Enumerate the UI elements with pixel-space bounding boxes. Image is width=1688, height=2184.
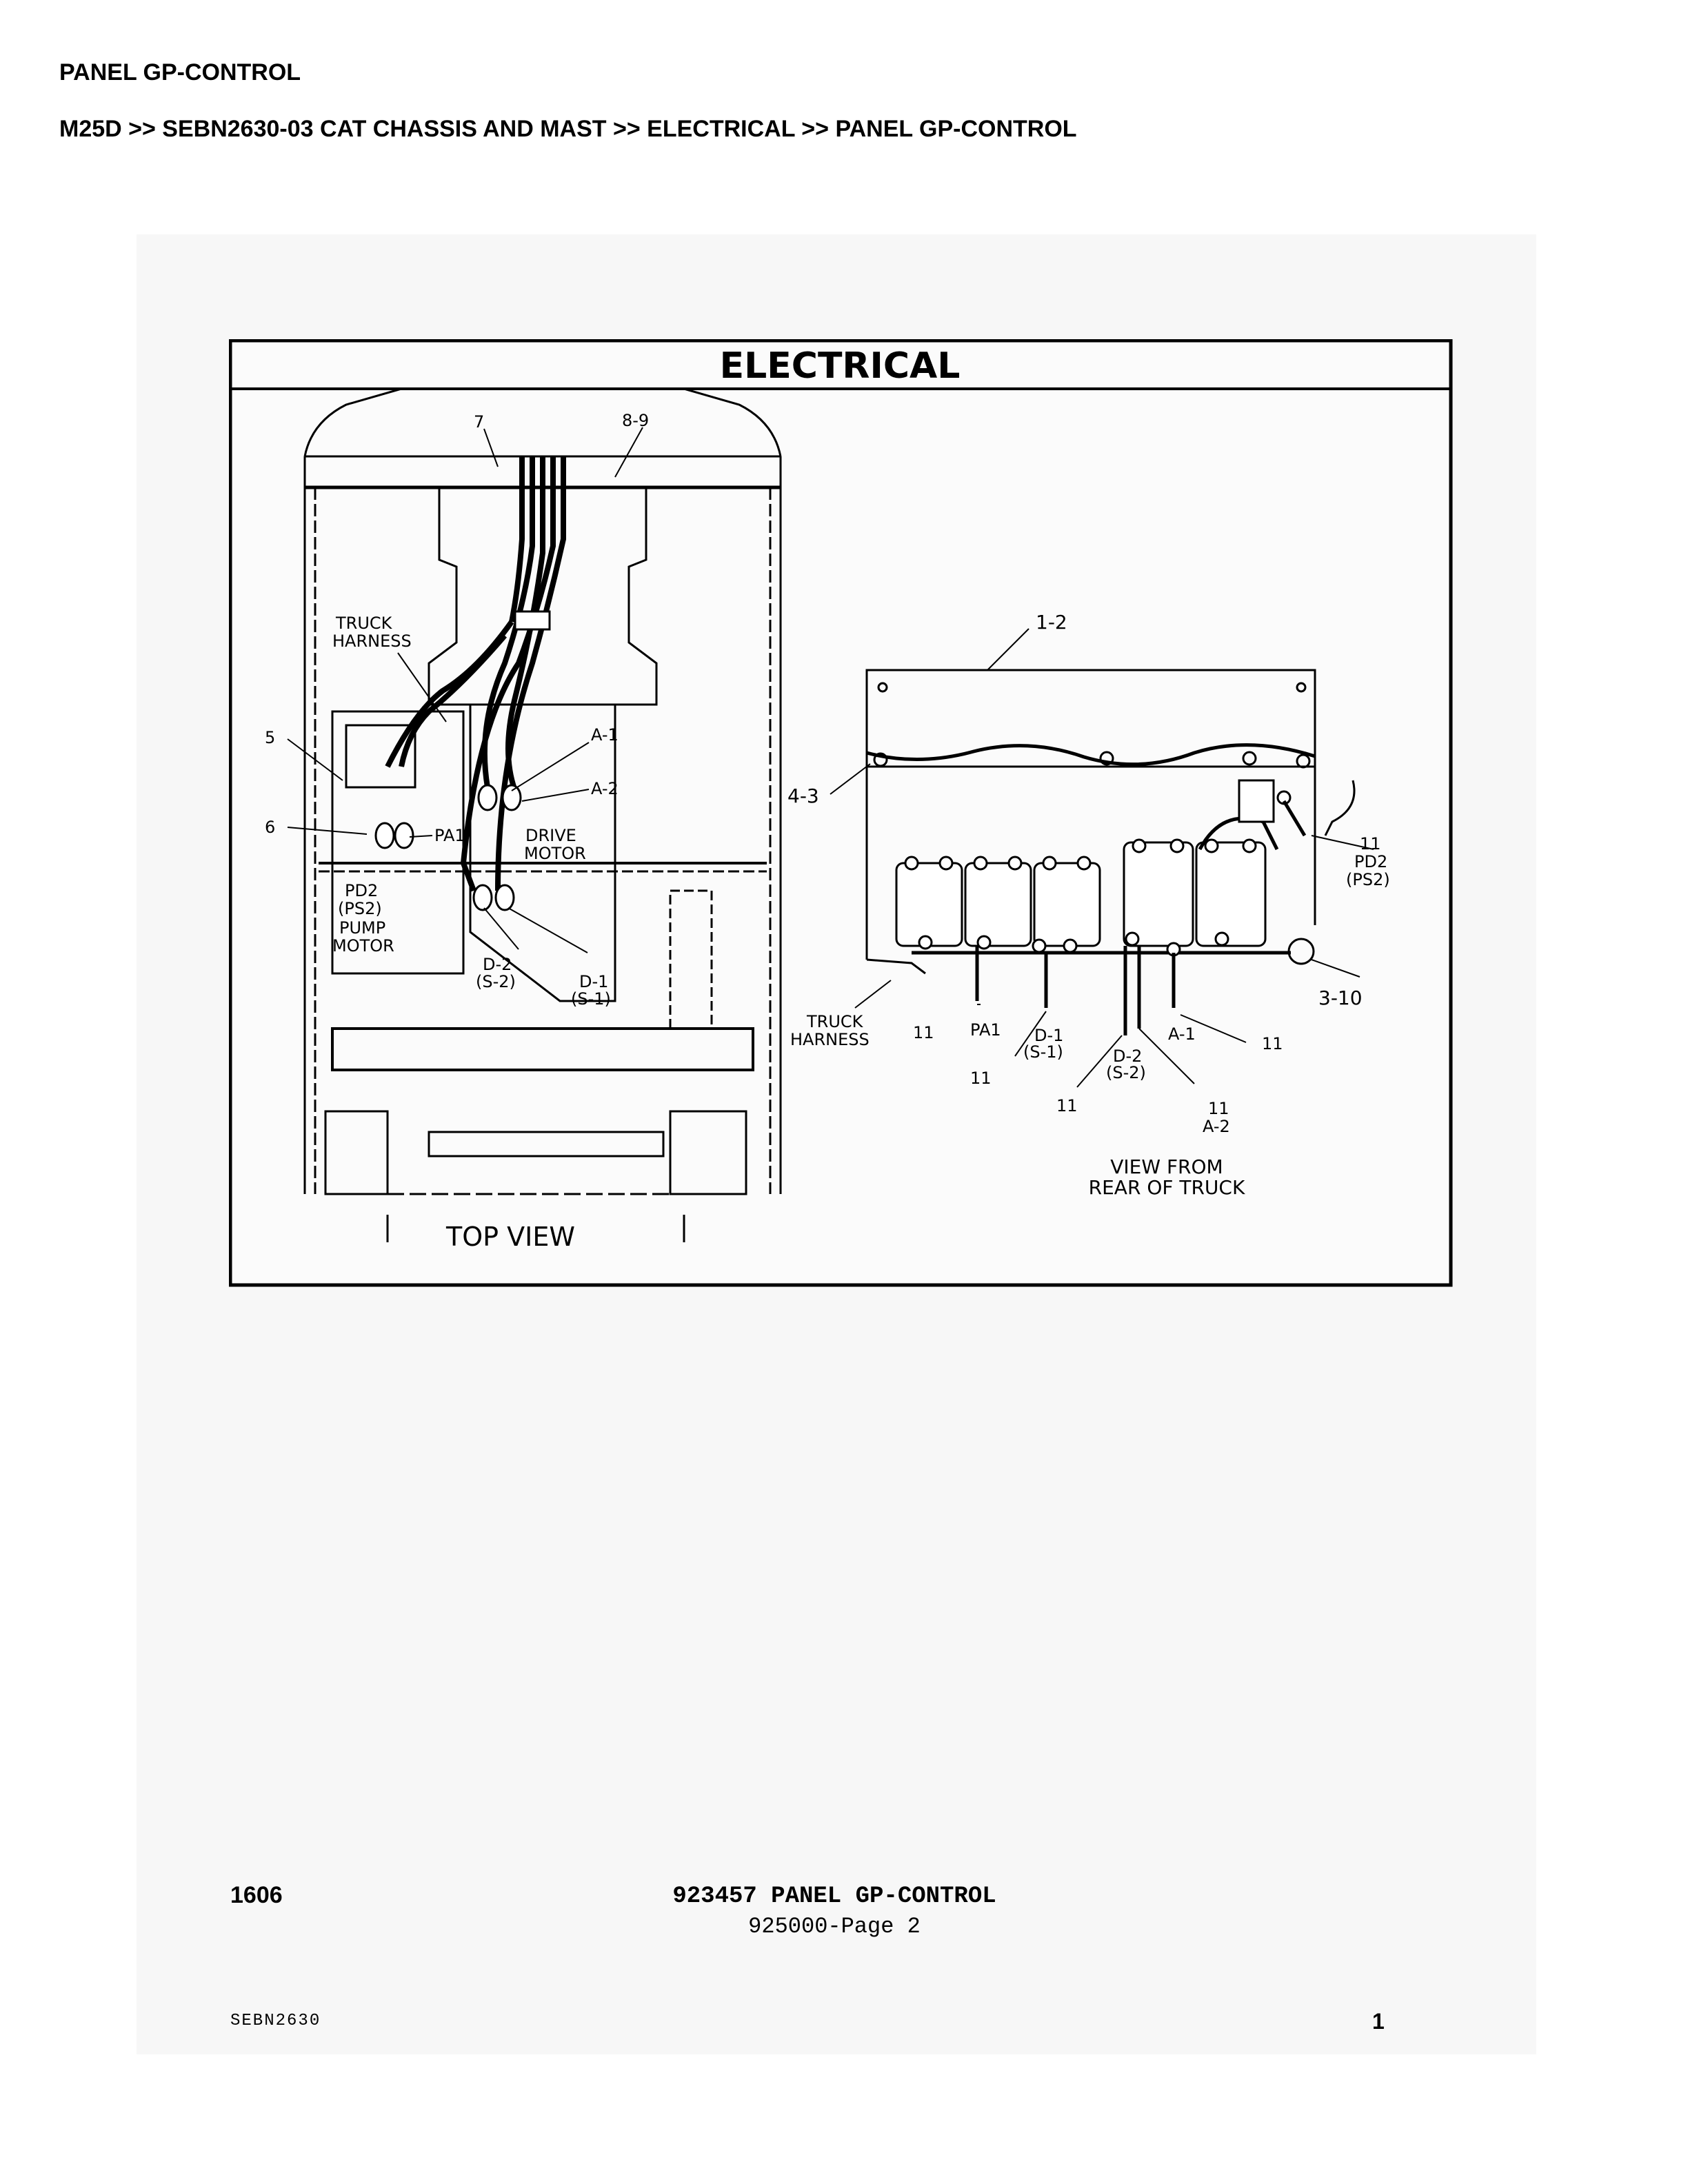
label-a1: A-1 xyxy=(591,725,619,745)
label-pump-motor-2: MOTOR xyxy=(332,936,394,956)
label-a2: A-2 xyxy=(591,779,619,798)
callout-6: 6 xyxy=(265,818,276,837)
top-view-caption: TOP VIEW xyxy=(446,1222,575,1252)
page-id-left: 1606 xyxy=(230,1882,283,1908)
label-rear-a1: A-1 xyxy=(1168,1024,1196,1044)
callout-7: 7 xyxy=(474,412,485,432)
part-title: 923457 PANEL GP-CONTROL xyxy=(672,1883,996,1910)
label-rear-ps2: (PS2) xyxy=(1346,870,1390,889)
callout-11-a: 11 xyxy=(1360,834,1381,853)
label-pump-motor: PUMP xyxy=(339,918,386,938)
page-title: PANEL GP-CONTROL xyxy=(59,59,301,85)
callout-11-c: 11 xyxy=(970,1069,992,1088)
label-rear-d2: D-2 xyxy=(1113,1046,1143,1066)
label-pa1: PA1 xyxy=(434,826,465,845)
label-rear-truck-harness: TRUCK xyxy=(807,1012,863,1031)
label-d2: D-2 xyxy=(483,955,512,974)
label-rear-truck-harness-2: HARNESS xyxy=(790,1030,870,1049)
callout-1-2: 1-2 xyxy=(1036,611,1067,634)
page-reference: 925000-Page 2 xyxy=(748,1914,921,1939)
label-drive-motor-2: MOTOR xyxy=(524,844,586,863)
diagram-banner: ELECTRICAL xyxy=(719,345,961,387)
callout-8-9: 8-9 xyxy=(622,411,650,430)
rear-view-caption-2: REAR OF TRUCK xyxy=(1088,1176,1245,1199)
cable-clamp xyxy=(515,611,550,629)
callout-11-b: 11 xyxy=(913,1023,934,1042)
callout-11-e: 11 xyxy=(1262,1034,1283,1053)
electrical-diagram xyxy=(229,339,1454,1288)
rear-view-caption: VIEW FROM xyxy=(1110,1155,1223,1178)
label-rear-pa1: PA1 xyxy=(970,1020,1001,1040)
label-pd2: PD2 xyxy=(345,881,379,900)
label-rear-s2: (S-2) xyxy=(1106,1063,1146,1082)
label-d1: D-1 xyxy=(579,972,609,991)
callout-11-f: 11 xyxy=(1208,1099,1229,1118)
label-ps2: (PS2) xyxy=(338,899,382,918)
label-truck-harness-2: HARNESS xyxy=(332,631,412,651)
callout-5: 5 xyxy=(265,728,276,747)
label-rear-a2: A-2 xyxy=(1203,1117,1230,1136)
callout-3-10: 3-10 xyxy=(1318,987,1363,1009)
label-s1: (S-1) xyxy=(571,989,611,1009)
breadcrumb[interactable]: M25D >> SEBN2630-03 CAT CHASSIS AND MAST >> ELECTRICAL >> PANEL GP-CONTROL xyxy=(59,116,1077,142)
label-truck-harness: TRUCK xyxy=(336,614,392,633)
callout-11-d: 11 xyxy=(1056,1096,1078,1115)
callout-4-3: 4-3 xyxy=(787,785,819,807)
label-drive-motor: DRIVE xyxy=(525,826,576,845)
label-rear-d1: D-1 xyxy=(1034,1026,1064,1045)
label-rear-s1: (S-1) xyxy=(1023,1042,1063,1062)
label-s2: (S-2) xyxy=(476,972,516,991)
label-rear-pd2: PD2 xyxy=(1354,852,1388,871)
document-code: SEBN2630 xyxy=(230,2012,321,2030)
page-number: 1 xyxy=(1372,2009,1385,2034)
